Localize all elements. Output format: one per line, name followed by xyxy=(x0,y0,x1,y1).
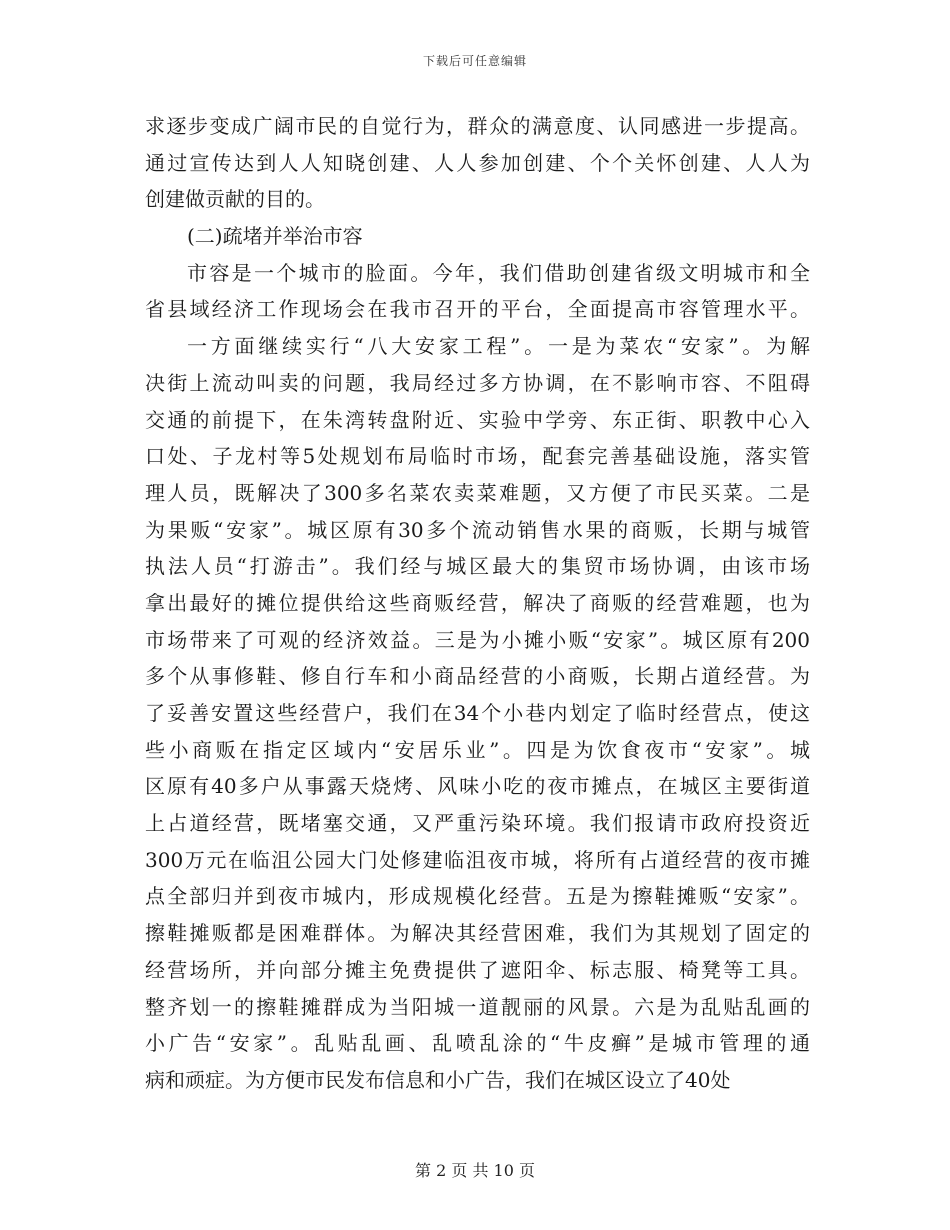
text-line: 求逐步变成广阔市民的自觉行为，群众的满意度、认同感进一步提高。 xyxy=(145,114,810,138)
text-line: 通过宣传达到人人知晓创建、人人参加创建、个个关怀创建、人人为 xyxy=(145,150,810,175)
text-line: 为果贩“安家”。城区原有30多个流动销售水果的商贩，长期与城管 xyxy=(145,517,810,542)
text-line: 上占道经营，既堵塞交通，又严重污染环境。我们报请市政府投资近 xyxy=(145,811,810,836)
text-line: 一方面继续实行“八大安家工程”。一是为菜农“安家”。为解 xyxy=(187,334,810,359)
text-line: 点全部归并到夜市城内，形成规模化经营。五是为擦鞋摊贩“安家”。 xyxy=(145,884,810,909)
text-line: 了妥善安置这些经营户，我们在34个小巷内划定了临时经营点，使这 xyxy=(145,701,810,725)
text-line: 拿出最好的摊位提供给这些商贩经营，解决了商贩的经营难题，也为 xyxy=(145,590,810,615)
document-body xyxy=(145,108,810,1099)
page-header-note: 下载后可任意编辑 xyxy=(422,54,527,68)
text-line: 执法人员“打游击”。我们经与城区最大的集贸市场协调，由该市场 xyxy=(145,554,810,579)
text-line: 市容是一个城市的脸面。今年，我们借助创建省级文明城市和全 xyxy=(187,260,810,285)
text-line: 小广告“安家”。乱贴乱画、乱喷乱涂的“牛皮癣”是城市管理的通 xyxy=(145,1031,810,1056)
text-line: 经营场所，并向部分摊主免费提供了遮阳伞、标志服、椅凳等工具。 xyxy=(145,957,810,982)
text-line: 区原有40多户从事露天烧烤、风味小吃的夜市摊点，在城区主要街道 xyxy=(145,774,810,799)
text-line: 300万元在临沮公园大门处修建临沮夜市城，将所有占道经营的夜市摊 xyxy=(145,847,810,872)
text-line: 理人员，既解决了300多名菜农卖菜难题，又方便了市民买菜。二是 xyxy=(145,480,810,505)
text-line: 交通的前提下，在朱湾转盘附近、实验中学旁、东正街、职教中心入 xyxy=(145,407,810,432)
text-line: 擦鞋摊贩都是困难群体。为解决其经营困难，我们为其规划了固定的 xyxy=(145,921,810,946)
text-line: 创建做贡献的目的。 xyxy=(145,187,325,212)
text-line: 多个从事修鞋、修自行车和小商品经营的小商贩，长期占道经营。为 xyxy=(145,664,810,689)
section-heading: (二)疏堵并举治市容 xyxy=(187,224,363,249)
text-line: 决街上流动叫卖的问题，我局经过多方协调，在不影响市容、不阻碍 xyxy=(145,370,810,395)
text-line: 口处、子龙村等5处规划布局临时市场，配套完善基础设施，落实管 xyxy=(145,444,810,469)
text-line: 市场带来了可观的经济效益。三是为小摊小贩“安家”。城区原有200 xyxy=(145,627,810,652)
page-number: 第 2 页 共 10 页 xyxy=(415,1161,535,1180)
text-line: 些小商贩在指定区域内“安居乐业”。四是为饮食夜市“安家”。城 xyxy=(145,737,810,762)
text-line: 省县域经济工作现场会在我市召开的平台，全面提高市容管理水平。 xyxy=(145,297,810,322)
text-line: 整齐划一的擦鞋摊群成为当阳城一道靓丽的风景。六是为乱贴乱画的 xyxy=(145,994,810,1019)
text-line: 病和顽症。为方便市民发布信息和小广告，我们在城区设立了40处 xyxy=(145,1067,731,1092)
